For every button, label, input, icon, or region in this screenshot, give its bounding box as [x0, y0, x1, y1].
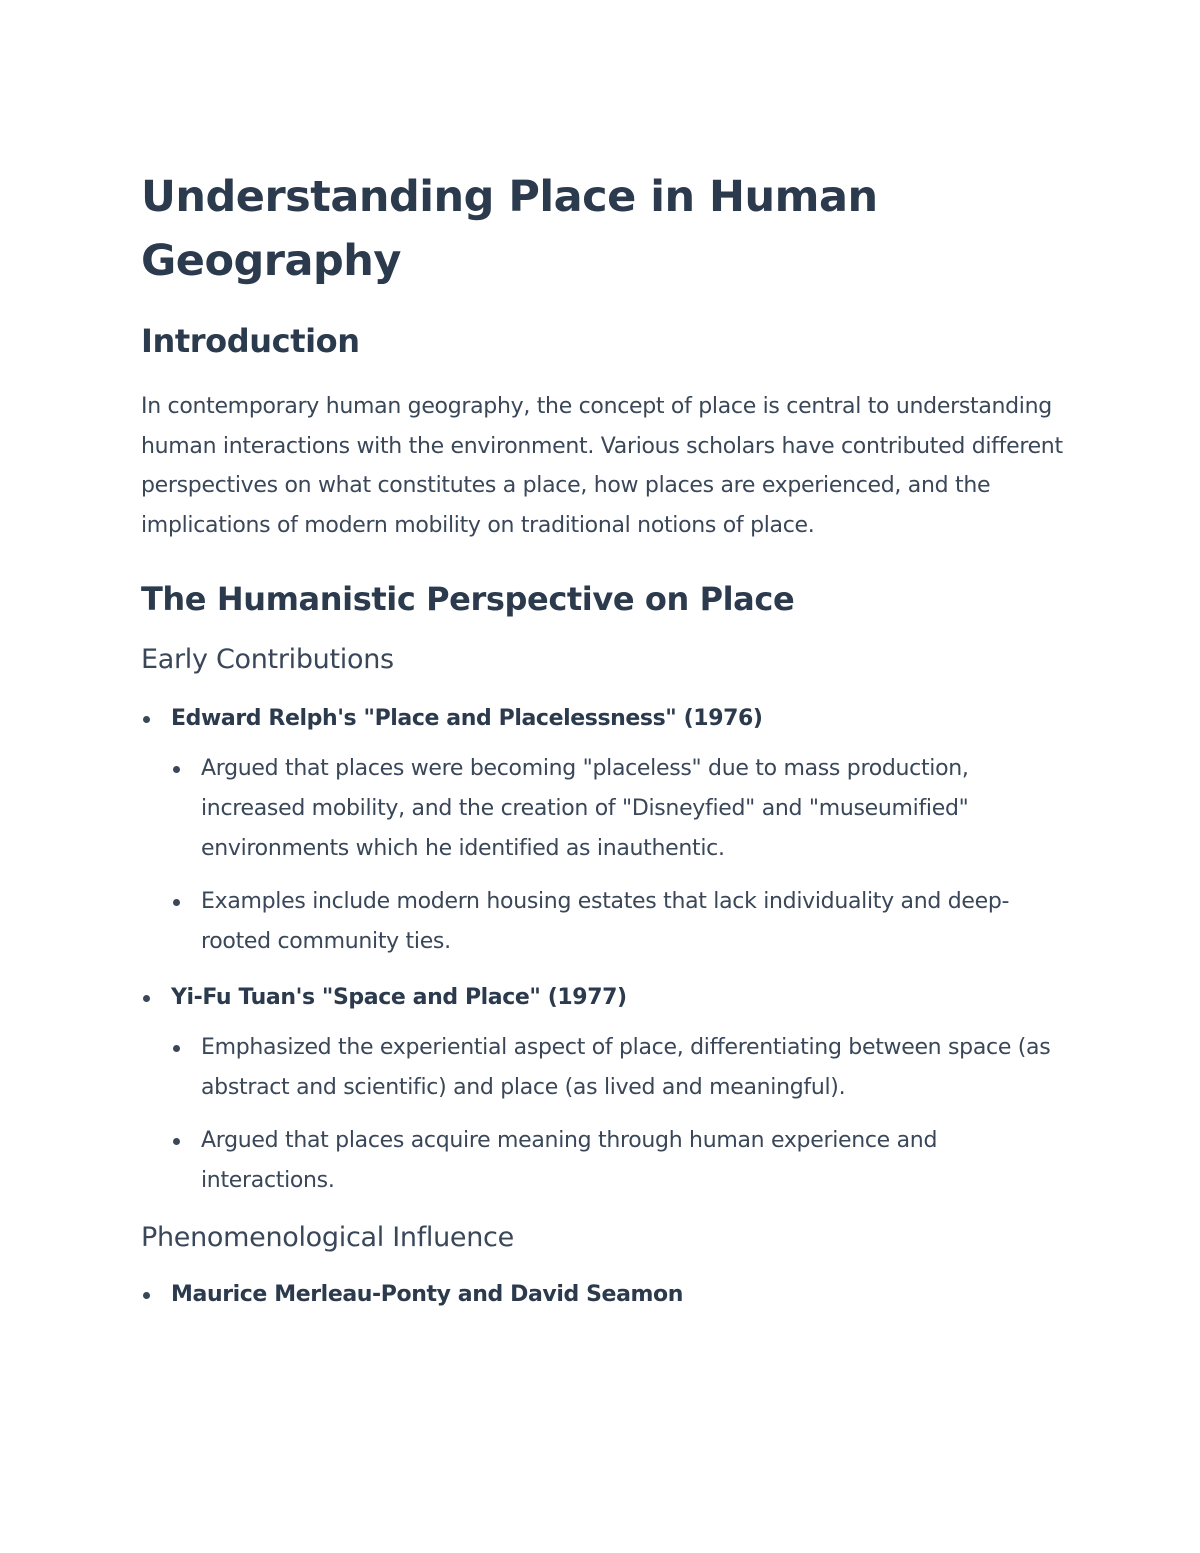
sub-list-item-text: Argued that places were becoming "placeless" due to mass production, increased mobility, and the creation of "Disneyfied" and "museumified" environments which he identified as inauthentic. [201, 756, 969, 861]
sub-list [171, 1028, 1071, 1201]
sub-list-item [171, 882, 1071, 962]
bullet-icon [173, 1138, 180, 1145]
bullet-icon [173, 899, 180, 906]
list-item-merleau-ponty [141, 1275, 1071, 1315]
sub-list-item [171, 1028, 1071, 1108]
introduction-paragraph: In contemporary human geography, the concept of place is central to understanding human interactions with the environment. Various scholars have contributed different perspectives on what constitutes a place, how places are experienced, and the implications of modern mobility on traditional notions of place. [141, 394, 1063, 538]
bullet-icon [173, 766, 180, 773]
early-contributions-heading: Early Contributions [141, 644, 394, 675]
sub-list-item [171, 1121, 1071, 1201]
sub-list [171, 749, 1071, 962]
bullet-icon [173, 1045, 180, 1052]
list-item-relph [141, 699, 1071, 962]
list-item-tuan [141, 978, 1071, 1201]
document-title: Understanding Place in Human Geography [141, 172, 878, 286]
sub-list-item-text: Examples include modern housing estates that lack individuality and deep-rooted community ties. [201, 889, 1010, 954]
humanistic-heading: The Humanistic Perspective on Place [141, 580, 795, 618]
list-item-label: Edward Relph's "Place and Placelessness" (1976) [171, 706, 763, 731]
bullet-icon [143, 716, 150, 723]
phenomenological-heading: Phenomenological Influence [141, 1222, 514, 1253]
introduction-heading: Introduction [141, 322, 360, 360]
bullet-icon [143, 995, 150, 1002]
sub-list-item-text: Argued that places acquire meaning through human experience and interactions. [201, 1128, 938, 1193]
document-page [141, 165, 1071, 1331]
phenomenological-list [141, 1275, 1071, 1315]
early-contributions-list [141, 699, 1071, 1201]
list-item-label: Maurice Merleau-Ponty and David Seamon [171, 1282, 684, 1307]
list-item-label: Yi-Fu Tuan's "Space and Place" (1977) [171, 985, 627, 1010]
sub-list-item-text: Emphasized the experiential aspect of place, differentiating between space (as abstract and scientific) and place (as lived and meaningful). [201, 1035, 1051, 1100]
sub-list-item [171, 749, 1071, 869]
bullet-icon [143, 1292, 150, 1299]
